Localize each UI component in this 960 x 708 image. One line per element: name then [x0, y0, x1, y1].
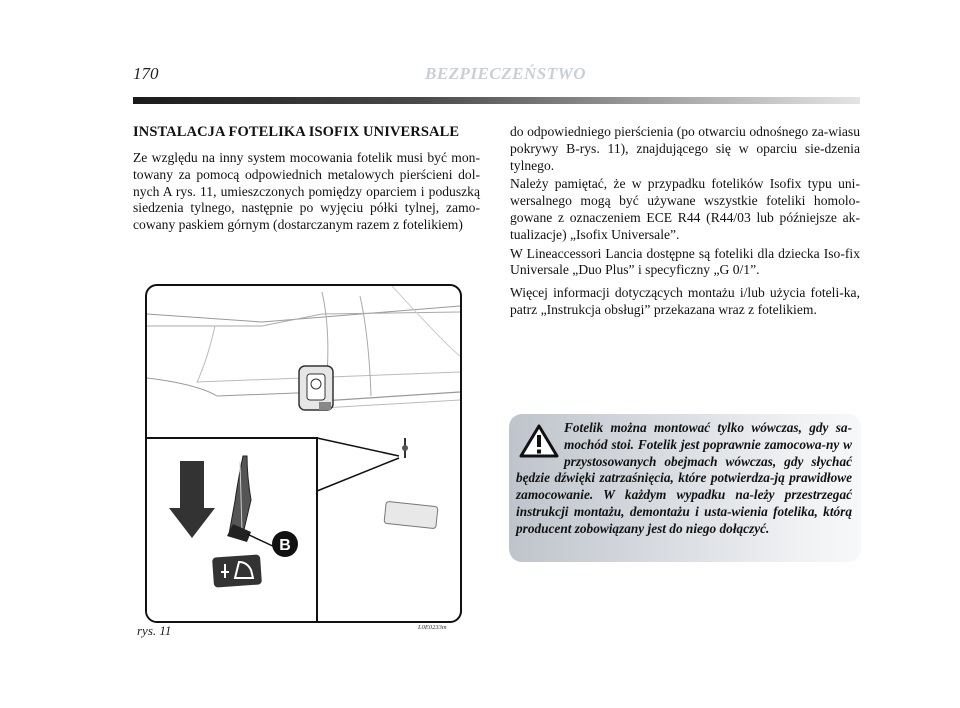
left-column — [133, 124, 480, 234]
right-paragraph-4: Więcej informacji dotyczących montażu i/lub użycia foteli-ka, patrz „Instrukcja obsługi” przekazana wraz z fotelikiem. — [510, 285, 860, 317]
section-title: INSTALACJA FOTELIKA ISOFIX UNIVERSALE — [133, 124, 460, 140]
header-rule — [133, 97, 860, 104]
warning-text — [516, 420, 852, 538]
isofix-illustration — [147, 286, 460, 621]
figure-isofix-illustration — [145, 284, 462, 623]
right-paragraph-2: Należy pamiętać, że w przypadku fotelików Isofix typu uni-wersalnego mogą być używane wszystkie foteliki homolo-gowane z oznaczeniem ECE R44 (R44/03 lub późniejsze ak-tualizacje) „Isofix Universale”. — [510, 176, 860, 242]
label-b: B — [279, 537, 291, 554]
figure-caption: rys. 11 — [137, 623, 172, 638]
right-paragraph-3: W Lineaccessori Lancia dostępne są foteliki dla dziecka Iso-fix Universale „Duo Plus” i specyficzny „G 0/1”. — [510, 245, 860, 278]
figure-code: L0E0233m — [418, 624, 447, 631]
page-number: 170 — [133, 64, 159, 83]
right-paragraph-1: do odpowiedniego pierścienia (po otwarciu odnośnego za-wiasu pokrywy B-rys. 11), znajdującego się w oparciu sie-dzenia tylnego. — [510, 124, 860, 173]
left-paragraph: Ze względu na inny system mocowania fotelik musi być mon-towany za pomocą odpowiednich metalowych pierścieni dol-nych A rys. 11, umieszczonych pomiędzy oparciem i poduszką siedzenia tylnego, następnie po wyjęciu półki tylnej, zamo-cowany paskiem górnym (dostarczanym razem z fotelikiem) — [133, 150, 480, 233]
right-column — [510, 124, 860, 321]
section-header: BEZPIECZEŃSTWO — [425, 64, 586, 83]
warning-text-content: Fotelik można montować tylko wówczas, gdy sa-mochód stoi. Fotelik jest poprawnie zamocowa-ny w przystosowanych obejmach wówczas, gdy słychać będzie dźwięki zatrzaśnięcia, które potwierdza-ją prawidłowe zamocowanie. W każdym wypadku na-leży przestrzegać instrukcji montażu, demontażu i usta-wienia fotelika, którą producent zobowiązany jest do niego dołączyć. — [516, 420, 852, 536]
